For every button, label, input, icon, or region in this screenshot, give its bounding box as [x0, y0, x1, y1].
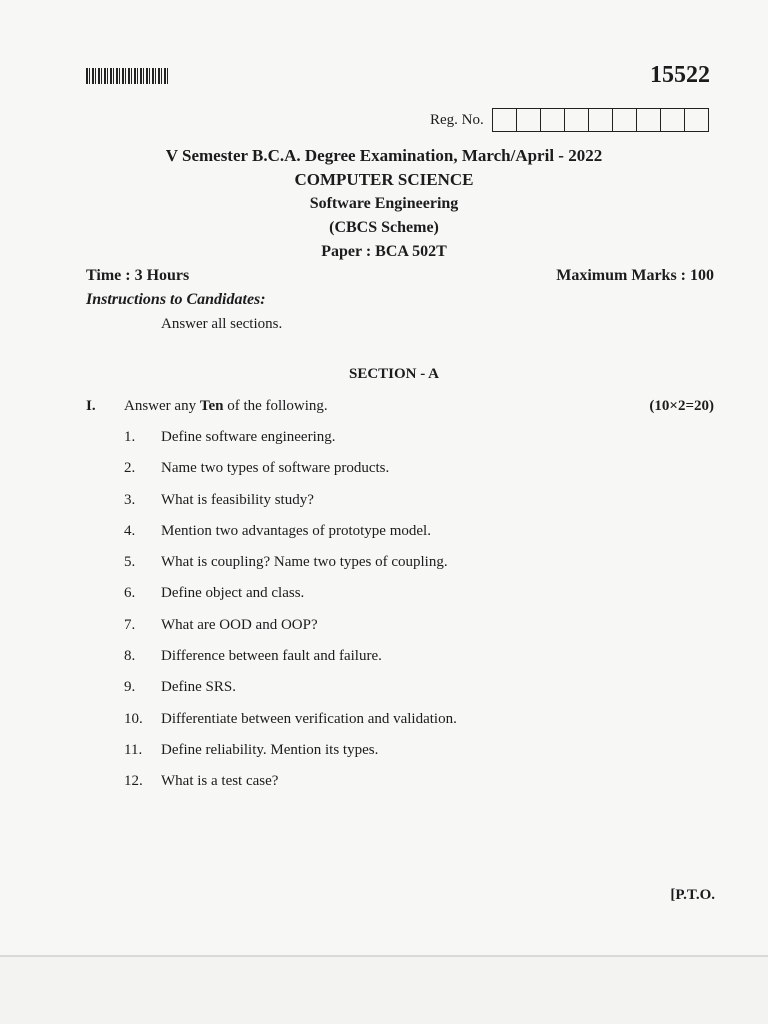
- reg-box: [589, 109, 613, 131]
- list-item: [124, 773, 457, 804]
- list-item: [124, 554, 457, 585]
- barcode: [86, 68, 170, 84]
- list-item: [124, 429, 457, 460]
- item-number: 10.: [124, 710, 143, 727]
- time-allowed: Time : 3 Hours: [86, 267, 190, 284]
- reg-box: [685, 109, 708, 131]
- item-number: 7.: [124, 616, 136, 633]
- item-text: Mention two advantages of prototype model.: [161, 522, 431, 539]
- item-text: Difference between fault and failure.: [161, 648, 382, 665]
- item-number: 2.: [124, 460, 136, 477]
- reg-number-field: [430, 108, 709, 132]
- item-text: Define SRS.: [161, 679, 236, 696]
- item-text: What are OOD and OOP?: [161, 616, 318, 633]
- item-text: Define software engineering.: [161, 429, 336, 445]
- item-text: What is feasibility study?: [161, 491, 314, 508]
- list-item: [124, 523, 457, 554]
- list-item: [124, 648, 457, 679]
- item-text: Define reliability. Mention its types.: [161, 741, 379, 758]
- page-turn-over: [P.T.O.: [670, 887, 715, 903]
- question-list: [124, 429, 457, 805]
- reg-label: Reg. No.: [430, 111, 484, 128]
- item-text: Name two types of software products.: [161, 460, 390, 477]
- item-number: 4.: [124, 522, 136, 539]
- list-item: [124, 679, 457, 710]
- paper-number: Paper : BCA 502T: [321, 243, 447, 260]
- reg-box: [517, 109, 541, 131]
- list-item: [124, 460, 457, 491]
- paper-edge: [0, 955, 768, 957]
- prompt-after: of the following.: [223, 398, 328, 414]
- item-number: 3.: [124, 491, 136, 508]
- instructions-label: Instructions to Candidates:: [86, 291, 266, 308]
- item-text: Differentiate between verification and validation.: [161, 710, 457, 727]
- reg-box: [613, 109, 637, 131]
- course-title: Software Engineering: [309, 195, 459, 212]
- prompt-bold: Ten: [199, 398, 224, 414]
- reg-boxes: [492, 108, 709, 132]
- reg-box: [661, 109, 685, 131]
- scheme-title: (CBCS Scheme): [329, 219, 439, 236]
- instructions-text: Answer all sections.: [161, 316, 283, 332]
- maximum-marks: Maximum Marks : 100: [556, 267, 714, 284]
- list-item: [124, 585, 457, 616]
- prompt-before: Answer any: [124, 398, 200, 414]
- reg-box: [493, 109, 517, 131]
- item-number: 8.: [124, 648, 136, 665]
- reg-box: [565, 109, 589, 131]
- reg-box: [637, 109, 661, 131]
- question-number: I.: [86, 398, 96, 414]
- item-number: 12.: [124, 773, 143, 790]
- item-number: 5.: [124, 554, 136, 571]
- item-text: What is coupling? Name two types of coupling.: [161, 554, 448, 571]
- item-number: 1.: [124, 429, 136, 445]
- list-item: [124, 492, 457, 523]
- paper-code: 15522: [650, 62, 710, 88]
- exam-title: V Semester B.C.A. Degree Examination, March/April - 2022: [165, 146, 603, 165]
- list-item: [124, 742, 457, 773]
- question-marks: (10×2=20): [649, 398, 714, 414]
- question-prompt: [124, 398, 328, 415]
- item-number: 9.: [124, 679, 136, 696]
- item-number: 11.: [124, 741, 143, 758]
- item-text: What is a test case?: [161, 773, 279, 790]
- item-number: 6.: [124, 585, 136, 602]
- list-item: [124, 711, 457, 742]
- item-text: Define object and class.: [161, 585, 305, 602]
- list-item: [124, 617, 457, 648]
- section-heading: SECTION - A: [348, 366, 440, 382]
- reg-box: [541, 109, 565, 131]
- subject-title: COMPUTER SCIENCE: [294, 170, 474, 189]
